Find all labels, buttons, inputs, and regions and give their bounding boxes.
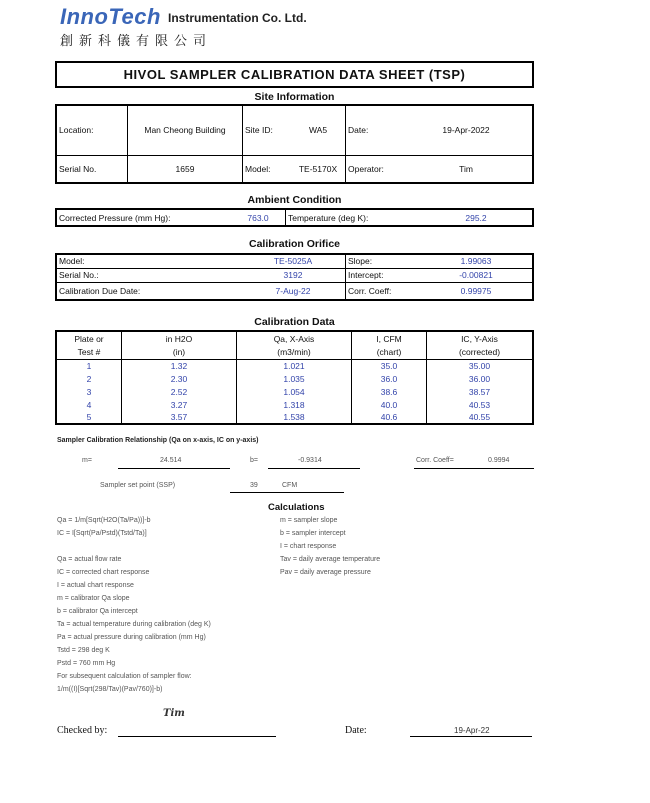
calc-line: Qa = actual flow rate: [57, 556, 122, 563]
signoff-date-underline: [410, 736, 532, 737]
operator-value: Tim: [459, 163, 473, 174]
cal-data-table: [55, 330, 534, 425]
b-value: -0.9314: [298, 457, 322, 464]
cal-data-heading: Calibration Data: [254, 316, 335, 328]
pressure-value: 763.0: [231, 209, 286, 226]
table-cell: 1.054: [237, 385, 352, 398]
intercept-value: -0.00821: [459, 270, 493, 280]
corr-coeff-value: 0.99975: [460, 285, 492, 296]
site-id-value: WA5: [291, 105, 346, 155]
table-cell: 35.0: [352, 359, 427, 372]
orifice-heading: Calibration Orifice: [248, 238, 341, 250]
calc-line: m = calibrator Qa slope: [57, 595, 130, 602]
site-info-table: [55, 104, 534, 184]
calc-line: Tstd = 298 deg K: [57, 647, 110, 654]
model-value: TE-5170X: [291, 155, 346, 183]
orifice-serial-value: 3192: [241, 268, 346, 282]
calc-line: b = calibrator Qa intercept: [57, 608, 138, 615]
m-label: m=: [82, 457, 92, 464]
table-row: [56, 411, 533, 424]
calculations-heading: Calculations: [268, 502, 325, 513]
company-name-cjk: 創新科儀有限公司: [60, 33, 213, 48]
operator-label: Operator:: [348, 163, 384, 174]
table-cell: 1.32: [122, 359, 237, 372]
calc-legend-line: b = sampler intercept: [280, 530, 346, 537]
table-cell: 3: [56, 385, 122, 398]
cal-due-label: Calibration Due Date:: [59, 285, 141, 296]
table-cell: 1.538: [237, 411, 352, 424]
calc-line: IC = I[Sqrt(Pa/Pstd)(Tstd/Ta)]: [57, 530, 147, 537]
table-cell: 2.30: [122, 372, 237, 385]
col-subheader: (corrected): [458, 346, 501, 357]
site-id-label: Site ID:: [243, 105, 292, 155]
calc-line: Pstd = 760 mm Hg: [57, 660, 116, 667]
m-value: 24.514: [160, 457, 182, 464]
table-cell: 1: [56, 359, 122, 372]
ambient-table: [55, 208, 534, 227]
table-cell: 40.6: [352, 411, 427, 424]
b-underline: [268, 468, 360, 469]
temperature-value: 295.2: [465, 212, 487, 223]
setpoint-unit: CFM: [282, 482, 298, 489]
col-subheader: (m3/min): [237, 345, 352, 359]
col-header: Plate or: [56, 331, 122, 345]
table-cell: 2.52: [122, 385, 237, 398]
orifice-serial-label: Serial No.:: [59, 270, 99, 280]
temperature-label: Temperature (deg K):: [288, 212, 369, 223]
brand-logo: InnoTech: [60, 4, 161, 29]
relationship-corr-value: 0.9994: [488, 457, 510, 464]
calc-line: I = actual chart response: [57, 582, 134, 589]
table-cell: 3.27: [122, 398, 237, 411]
serial-value: 1659: [175, 163, 195, 174]
orifice-model-label: Model:: [59, 256, 85, 267]
cal-due-value: 7-Aug-22: [241, 282, 346, 300]
table-cell: 2: [56, 372, 122, 385]
table-cell: 36.00: [468, 373, 491, 384]
table-cell: 36.0: [352, 372, 427, 385]
model-label: Model:: [243, 155, 292, 183]
col-subheader: Test #: [56, 345, 122, 359]
table-cell: 1.035: [237, 372, 352, 385]
slope-label: Slope:: [348, 256, 373, 267]
site-info-heading: Site Information: [254, 91, 335, 103]
table-cell: 35.00: [468, 360, 491, 371]
table-cell: 4: [56, 398, 122, 411]
table-row: [56, 385, 533, 398]
table-cell: 40.0: [352, 398, 427, 411]
calc-legend-line: m = sampler slope: [280, 517, 338, 524]
col-header: IC, Y-Axis: [461, 333, 498, 344]
table-row: [56, 398, 533, 411]
signoff-date-value: 19-Apr-22: [454, 726, 490, 735]
table-cell: 1.318: [237, 398, 352, 411]
company-name: Instrumentation Co. Ltd.: [168, 11, 307, 25]
table-row: [56, 372, 533, 385]
col-header: Qa, X-Axis: [237, 331, 352, 345]
col-header: I, CFM: [352, 331, 427, 345]
signoff-date-label: Date:: [345, 725, 367, 736]
calc-legend-line: Tav = daily average temperature: [280, 556, 381, 563]
relationship-corr-label: Corr. Coeff=: [416, 457, 454, 464]
calc-legend-line: I = chart response: [280, 543, 337, 550]
checked-by-underline: [118, 736, 276, 737]
corr-coeff-label: Corr. Coeff:: [348, 285, 392, 296]
m-underline: [118, 468, 230, 469]
orifice-table: [55, 253, 534, 301]
signature: Tim: [163, 708, 185, 719]
calc-line: 1/m((I)[Sqrt(298/Tav)(Pav/760)]-b): [57, 686, 163, 693]
b-label: b=: [250, 457, 258, 464]
pressure-label: Corrected Pressure (mm Hg):: [59, 212, 171, 223]
table-cell: 38.6: [352, 385, 427, 398]
table-row: [56, 359, 533, 372]
setpoint-label: Sampler set point (SSP): [100, 482, 176, 489]
col-subheader: (in): [122, 345, 237, 359]
calc-line: Pa = actual pressure during calibration (mm Hg): [57, 634, 206, 641]
slope-value: 1.99063: [460, 256, 492, 267]
sheet-title: HIVOL SAMPLER CALIBRATION DATA SHEET (TSP): [55, 61, 534, 88]
ambient-heading: Ambient Condition: [247, 194, 342, 206]
col-header: in H2O: [122, 331, 237, 345]
serial-label: Serial No.: [56, 155, 128, 183]
calc-line: Qa = 1/m[Sqrt(H2O(Ta/Pa))]-b: [57, 517, 151, 524]
table-cell: 40.55: [468, 412, 491, 422]
intercept-label: Intercept:: [348, 270, 384, 280]
setpoint-value: 39: [250, 482, 258, 489]
orifice-model-value: TE-5025A: [241, 254, 346, 268]
checked-by-label: Checked by:: [57, 725, 108, 736]
date-value: 19-Apr-2022: [442, 125, 490, 136]
calc-line: For subsequent calculation of sampler flow:: [57, 673, 192, 680]
calc-legend-line: Pav = daily average pressure: [280, 569, 371, 576]
table-cell: 1.021: [237, 359, 352, 372]
calc-line: Ta = actual temperature during calibration (deg K): [57, 621, 211, 628]
relationship-heading: Sampler Calibration Relationship (Qa on x-axis, IC on y-axis): [57, 437, 259, 444]
corr-underline: [414, 468, 534, 469]
table-cell: 3.57: [122, 411, 237, 424]
col-subheader: (chart): [352, 345, 427, 359]
calc-line: IC = corrected chart response: [57, 569, 150, 576]
date-label: Date:: [348, 125, 369, 136]
location-label: Location:: [56, 105, 128, 155]
table-cell: 5: [56, 411, 122, 424]
setpoint-underline: [230, 492, 344, 493]
table-cell: 38.57: [468, 386, 491, 397]
table-cell: 40.53: [468, 399, 491, 410]
location-value: Man Cheong Building: [144, 125, 226, 136]
